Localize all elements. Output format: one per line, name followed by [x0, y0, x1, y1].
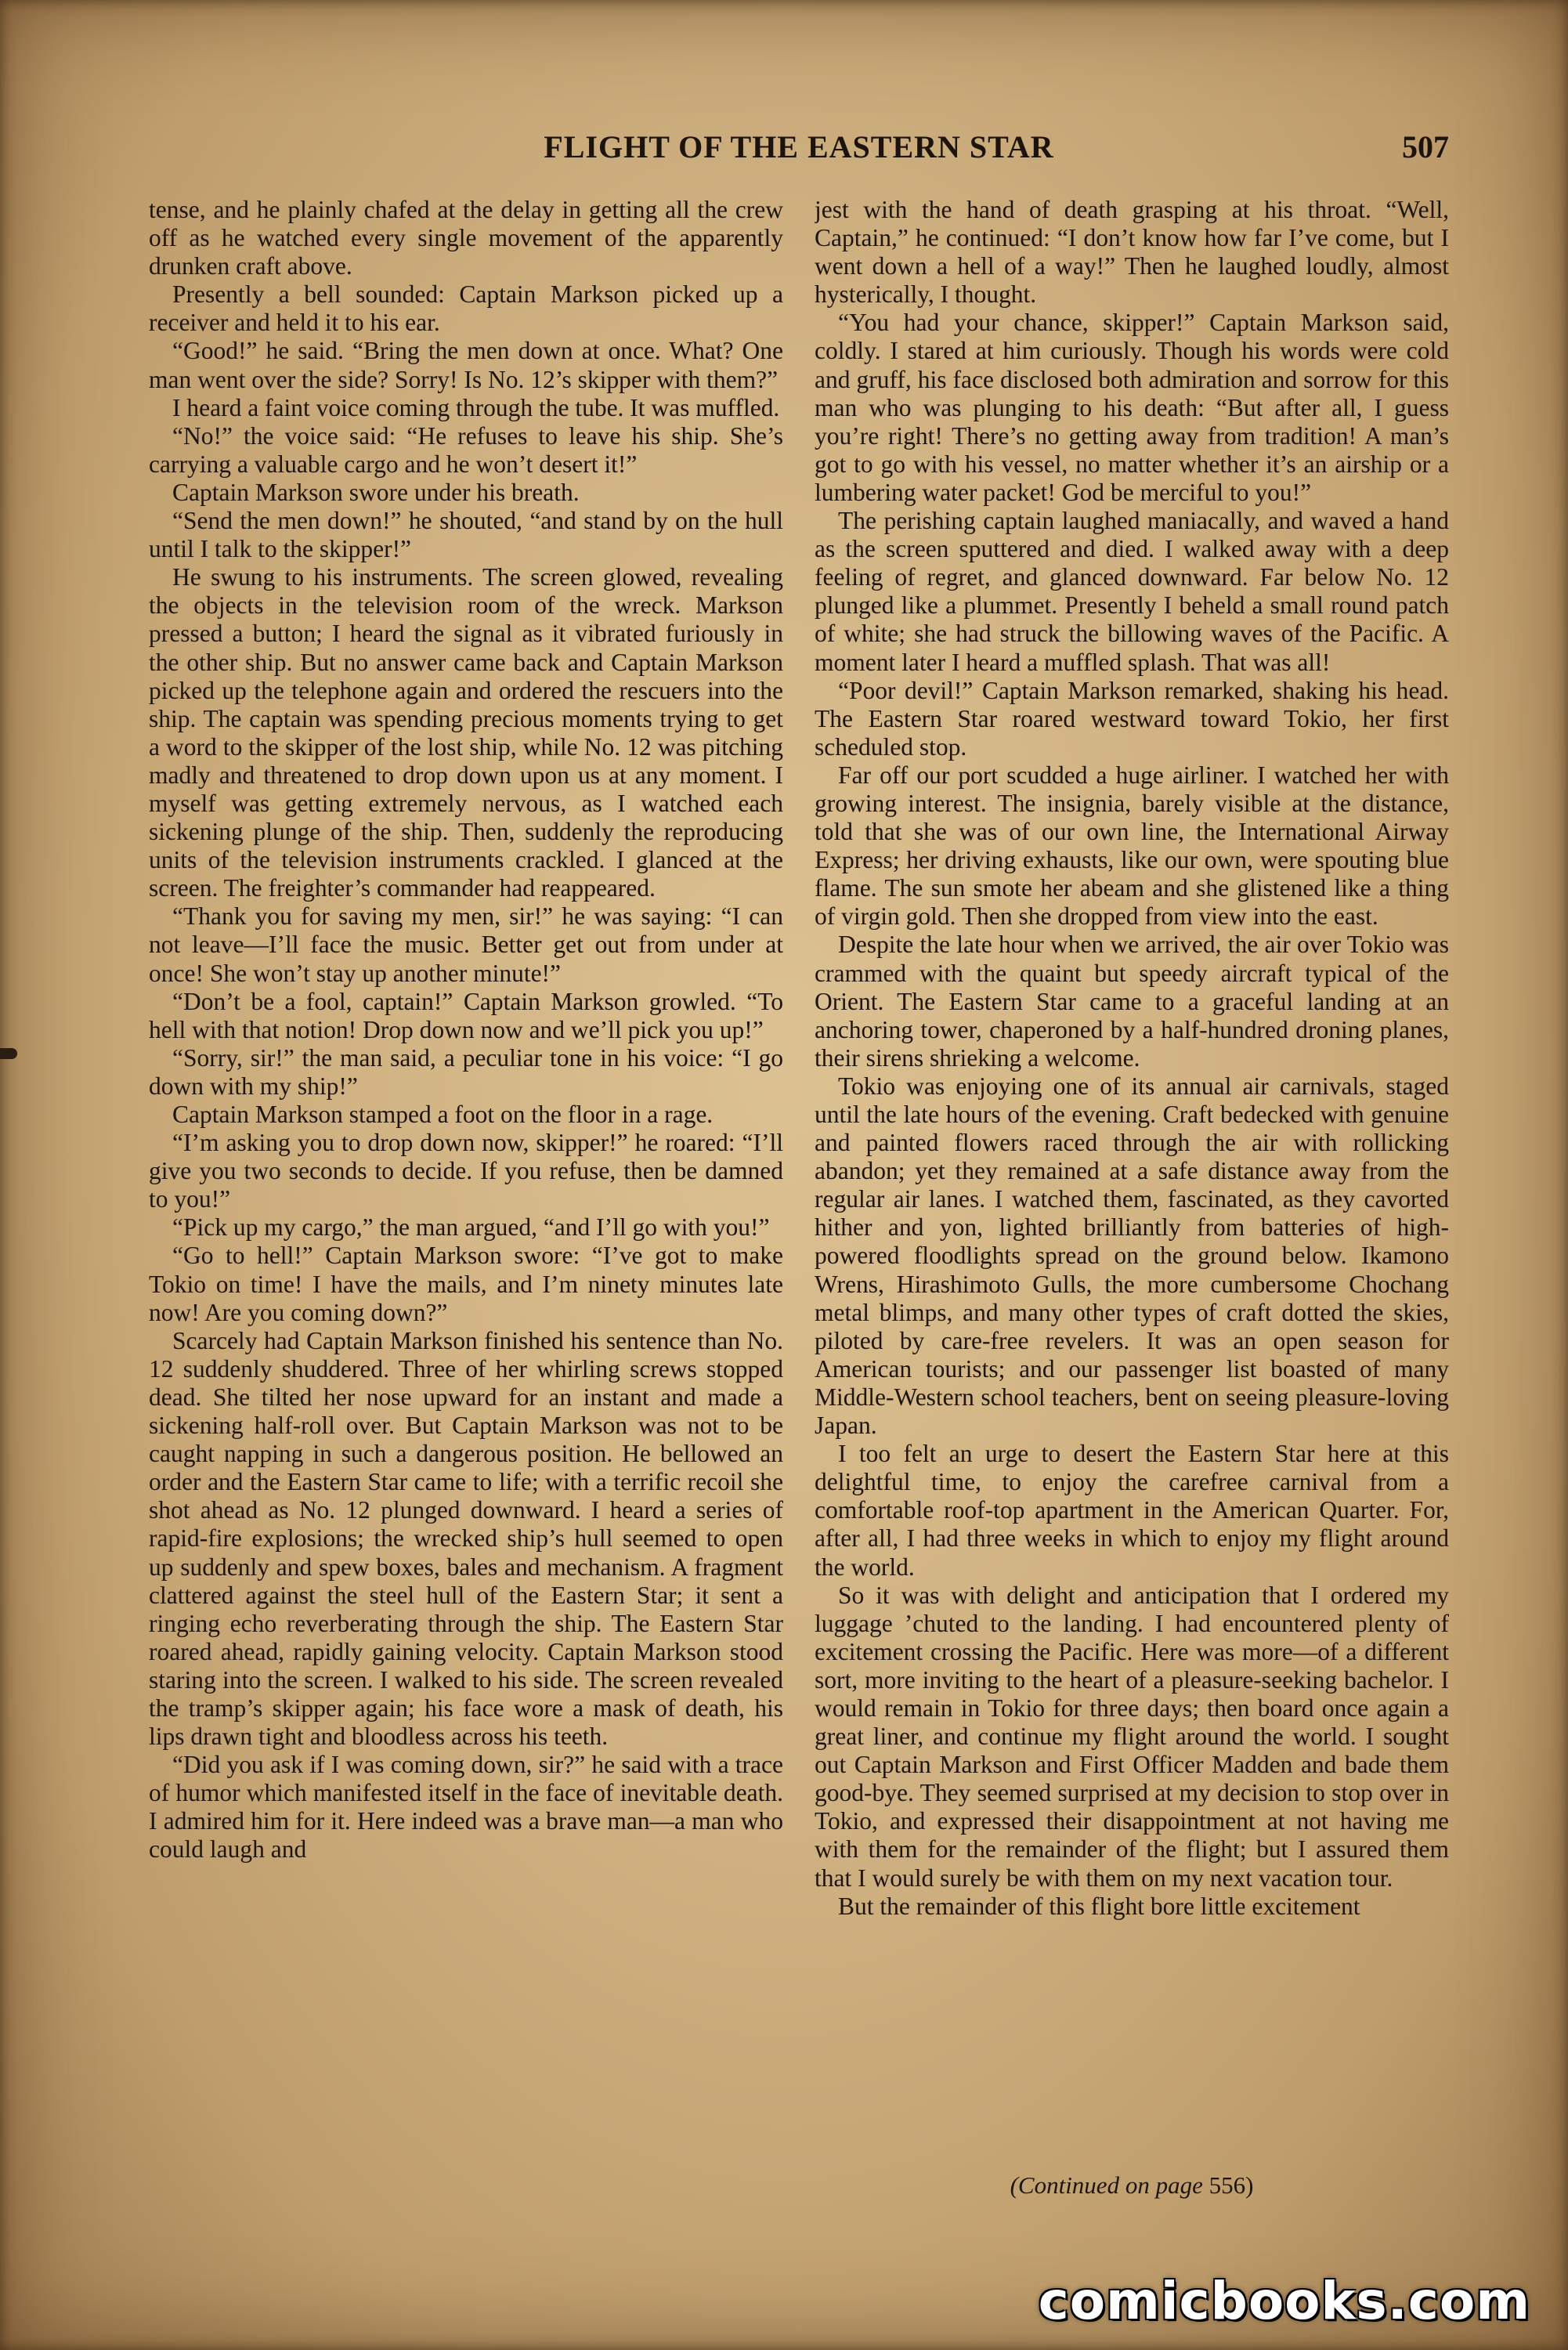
paragraph: Captain Markson stamped a foot on the floor in a rage. — [172, 1101, 714, 1128]
paragraph: “You had your chance, skipper!” Captain Markson said, coldly. I stared at him curiously. Though his words were cold and gruff, his face disclosed both admiration and sorrow for this man who was plunging to his death: “But after all, I guess you’re right! There’s no getting away from tradition! A man’s got to go with his vessel, no matter whether it’s an airship or a lumbering water packet! God be merciful to you!” — [815, 309, 1449, 506]
paragraph: The perishing captain laughed maniacally, and waved a hand as the screen sputtered and died. I walked away with a deep feeling of regret, and glanced downward. Far below No. 12 plunged like a plummet. Presently I beheld a small round patch of white; she had struck the billowing waves of the Pacific. A moment later I heard a muffled splash. That was all! — [815, 507, 1449, 676]
paragraph: “I’m asking you to drop down now, skipper!” he roared: “I’ll give you two seconds to decide. If you refuse, then be damned to you!” — [149, 1129, 783, 1213]
paragraph: Presently a bell sounded: Captain Markson picked up a receiver and held it to his ear. — [149, 280, 783, 337]
paragraph: Tokio was enjoying one of its annual air carnivals, staged until the late hours of the evening. Craft bedecked with genuine and painted flowers raced through the air with rollicking abandon; yet they remained at a safe distance away from the regular air lanes. I watched them, fascinated, as they cavorted hither and yon, lighted brilliantly from batteries of high-powered floodlights spread on the ground below. Ikamono Wrens, Hirashimoto Gulls, the more cumbersome Chochang metal blimps, and many other types of craft dotted the skies, piloted by care-free revelers. It was an open season for American tourists; and our passenger list boasted of many Middle-Western school teachers, bent on seeing pleasure-loving Japan. — [815, 1072, 1449, 1440]
text-columns — [149, 196, 1449, 2170]
paragraph: Far off our port scudded a huge airliner. I watched her with growing interest. The insignia, barely visible at the distance, told that she was of our own line, the International Airway Express; her driving exhausts, like our own, were spouting blue flame. The sun smote her abeam and she glistened like a thing of virgin gold. Then she dropped from view into the east. — [815, 761, 1449, 931]
paragraph: “Go to hell!” Captain Markson swore: “I’ve got to make Tokio on time! I have the mails, and I’m ninety minutes late now! Are you coming down?” — [149, 1242, 783, 1326]
paragraph: jest with the hand of death grasping at his throat. “Well, Captain,” he continued: “I don’t know how far I’ve come, but I went down a hell of a way!” Then he laughed loudly, almost hysterically, I thought. — [815, 196, 1449, 309]
paragraph: So it was with delight and anticipation that I ordered my luggage ’chuted to the landing. I had encountered plenty of excitement crossing the Pacific. Here was more—of a different sort, more inviting to the heart of a pleasure-seeking bachelor. I would remain in Tokio for three days; then board once again a great liner, and continue my flight around the world. I sought out Captain Markson and First Officer Madden and bade them good-bye. They seemed surprised at my decision to stop over in Tokio, and expressed their disappointment at not having me with them for the remainder of the flight; but I assured them that I would surely be with them on my next vacation tour. — [815, 1581, 1449, 1892]
running-title: FLIGHT OF THE EASTERN STAR — [544, 129, 1054, 164]
paragraph: tense, and he plainly chafed at the delay in getting all the crew off as he watched every single movement of the apparently drunken craft above. — [149, 196, 783, 280]
paragraph: “Good!” he said. “Bring the men down at once. What? One man went over the side? Sorry! Is No. 12’s skipper with them?” — [149, 337, 783, 393]
paragraph: “Don’t be a fool, captain!” Captain Markson growled. “To hell with that notion! Drop down now and we’ll pick you up!” — [149, 987, 783, 1043]
paragraph: “Pick up my cargo,” the man argued, “and I’ll go with you!” — [172, 1213, 770, 1242]
watermark: comicbooks.com — [1038, 2271, 1530, 2331]
continued-label: (Continued on page — [1010, 2171, 1203, 2199]
paragraph: Captain Markson swore under his breath. — [172, 478, 580, 506]
paragraph: I too felt an urge to desert the Eastern Star here at this delightful time, to enjoy the carefree carnival from a comfortable roof-top apartment in the American Quarter. For, after all, I had three weeks in which to enjoy my flight around the world. — [815, 1440, 1449, 1581]
paragraph: Despite the late hour when we arrived, the air over Tokio was crammed with the quaint but speedy aircraft typical of the Orient. The Eastern Star came to a graceful landing at an anchoring tower, chaperoned by a half-hundred droning planes, their sirens shrieking a welcome. — [815, 931, 1449, 1072]
left-column — [149, 196, 783, 2170]
page-number: 507 — [1402, 129, 1449, 164]
paragraph: Scarcely had Captain Markson finished his sentence than No. 12 suddenly shuddered. Three of her whirling screws stopped dead. She tilted her nose upward for an instant and made a sickening half-roll over. But Captain Markson was not to be caught napping in such a dangerous position. He bellowed an order and the Eastern Star came to life; with a terrific recoil she shot ahead as No. 12 plunged downward. I heard a series of rapid-fire explosions; the wrecked ship’s hull seemed to open up suddenly and spew boxes, bales and mechanism. A fragment clattered against the steel hull of the Eastern Star; it sent a ringing echo reverberating through the ship. The Eastern Star roared ahead, rapidly gaining velocity. Captain Markson stood staring into the screen. I walked to his side. The screen revealed the tramp’s skipper again; his face wore a mask of death, his lips drawn tight and bloodless across his teeth. — [149, 1326, 783, 1751]
paragraph: But the remainder of this flight bore little excitement — [838, 1892, 1360, 1920]
paragraph: “Poor devil!” Captain Markson remarked, shaking his head. The Eastern Star roared westward toward Tokio, her first scheduled stop. — [815, 676, 1449, 761]
paragraph: I heard a faint voice coming through the tube. It was muffled. — [172, 393, 780, 421]
paragraph: “Thank you for saving my men, sir!” he was saying: “I can not leave—I’ll face the music. Better get out from under at once! She won’t stay up another minute!” — [149, 902, 783, 987]
paragraph: He swung to his instruments. The screen glowed, revealing the objects in the television room of the wreck. Markson pressed a button; I heard the signal as it vibrated furiously in the other ship. But no answer came back and Captain Markson picked up the telephone again and ordered the rescuers into the ship. The captain was spending precious moments trying to get a word to the skipper of the lost ship, while No. 12 was pitching madly and threatened to drop down upon us at any moment. I myself was getting extremely nervous, as I watched each sickening plunge of the ship. Then, suddenly the reproducing units of the television instruments crackled. I glanced at the screen. The freighter’s commander had reappeared. — [149, 563, 783, 902]
continued-page: 556) — [1209, 2171, 1254, 2199]
paragraph: “No!” the voice said: “He refuses to leave his ship. She’s carrying a valuable cargo and he won’t desert it!” — [149, 421, 783, 478]
continued-notice — [815, 2171, 1449, 2200]
paragraph: “Did you ask if I was coming down, sir?” he said with a trace of humor which manifested itself in the face of inevitable death. I admired him for it. Here indeed was a brave man—a man who could laugh and — [149, 1751, 783, 1864]
binding-mark — [0, 1048, 17, 1059]
right-column — [815, 196, 1449, 2170]
page-header — [149, 128, 1449, 175]
paragraph: “Send the men down!” he shouted, “and stand by on the hull until I talk to the skipper!” — [149, 507, 783, 563]
paragraph: “Sorry, sir!” the man said, a peculiar tone in his voice: “I go down with my ship!” — [149, 1043, 783, 1100]
